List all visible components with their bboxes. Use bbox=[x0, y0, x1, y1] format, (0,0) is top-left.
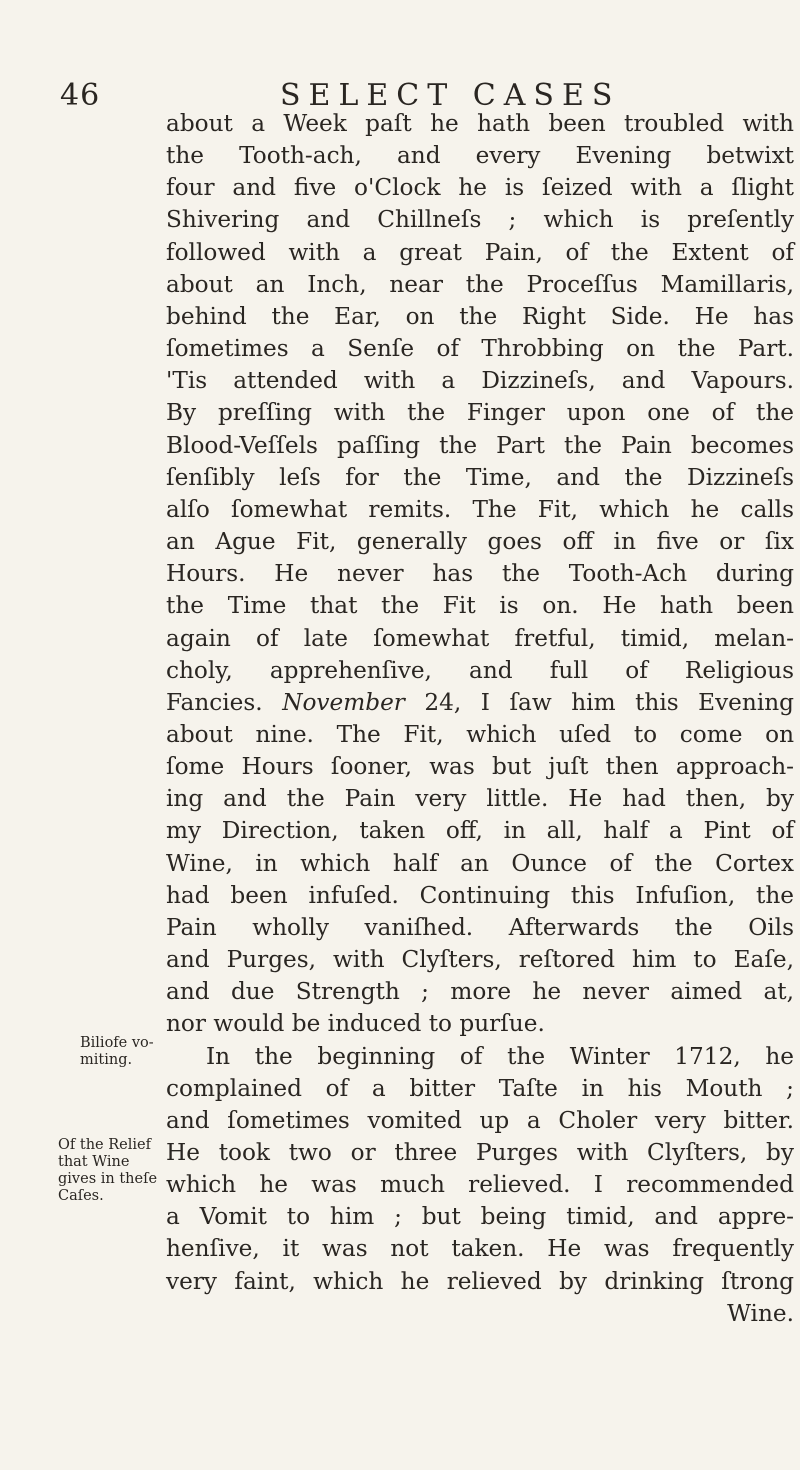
text-line: ſenſibly leſs for the Time, and the Dizzineſs bbox=[166, 463, 794, 491]
text-line: ſome Hours ſooner, was but juſt then approach- bbox=[166, 753, 794, 781]
text-line: complained of a bitter Taſte in his Mouth ; bbox=[166, 1074, 794, 1102]
text-line: ing and the Pain very little. He had then, by bbox=[166, 785, 794, 813]
text-line: about an Inch, near the Proceſſus Mamillaris, bbox=[166, 270, 794, 298]
text-line: very faint, which he relieved by drinking ſtrong bbox=[166, 1267, 794, 1295]
text-line: an Ague Fit, generally goes off in five or ſix bbox=[166, 528, 794, 556]
text-line: henſive, it was not taken. He was frequently bbox=[166, 1235, 794, 1263]
text-line: alſo ſomewhat remits. The Fit, which he calls bbox=[166, 495, 794, 523]
text-line: Wine, in which half an Ounce of the Cortex bbox=[166, 849, 794, 877]
text-line: had been infuſed. Continuing this Infuſion, the bbox=[166, 881, 794, 909]
margin-note-line: Biliofe vo- bbox=[80, 1035, 154, 1051]
text-line: the Tooth-ach, and every Evening betwixt bbox=[166, 142, 794, 170]
margin-note-line: Caſes. bbox=[58, 1188, 104, 1204]
text-line: four and five o'Clock he is ſeized with a ſlight bbox=[166, 174, 794, 202]
running-head: SELECT CASES bbox=[280, 78, 621, 113]
text-line: about nine. The Fit, which uſed to come on bbox=[166, 720, 794, 748]
margin-note-line: Of the Relief bbox=[58, 1137, 151, 1153]
text-line: He took two or three Purges with Clyſters, by bbox=[166, 1139, 794, 1166]
text-line: and ſometimes vomited up a Choler very bitter. bbox=[166, 1106, 794, 1134]
text-line: Pain wholly vaniſhed. Afterwards the Oils bbox=[166, 913, 794, 941]
text-line: and Purges, with Clyſters, reſtored him to Eaſe, bbox=[166, 946, 794, 974]
text-line: nor would be induced to purſue. bbox=[166, 1010, 545, 1038]
text-line: By preſſing with the Finger upon one of the bbox=[166, 399, 794, 427]
text-line: a Vomit to him ; but being timid, and appre- bbox=[166, 1203, 794, 1231]
text-line: ſometimes a Senſe of Throbbing on the Part. bbox=[166, 335, 794, 363]
text-fragment: Fancies. bbox=[166, 688, 263, 716]
text-line: about a Week paſt he hath been troubled with bbox=[166, 110, 794, 137]
text-line: Shivering and Chillneſs ; which is preſently bbox=[166, 206, 794, 234]
page-number: 46 bbox=[60, 78, 101, 113]
text-line: 'Tis attended with a Dizzineſs, and Vapours. bbox=[166, 367, 794, 395]
text-line: behind the Ear, on the Right Side. He has bbox=[166, 302, 794, 330]
margin-note-line: that Wine bbox=[58, 1154, 130, 1170]
margin-note-line: gives in theſe bbox=[58, 1171, 158, 1187]
margin-note-bilious-vomiting bbox=[80, 1035, 154, 1069]
text-line: choly, apprehenſive, and full of Religious bbox=[166, 656, 794, 684]
text-fragment: 24, I ſaw him this Evening bbox=[424, 688, 795, 716]
text-line: In the beginning of the Winter 1712, he bbox=[206, 1042, 794, 1070]
text-line: and due Strength ; more he never aimed at, bbox=[166, 978, 794, 1006]
text-line: Wine. bbox=[727, 1299, 794, 1327]
date-word: November bbox=[282, 688, 405, 716]
text-line: Blood-Veſſels paſſing the Part the Pain becomes bbox=[166, 431, 794, 459]
margin-note-line: miting. bbox=[80, 1052, 133, 1068]
text-line: again of late ſomewhat fretful, timid, melan- bbox=[166, 624, 794, 652]
margin-note-wine-relief bbox=[58, 1137, 157, 1205]
body-text bbox=[166, 108, 794, 1330]
text-line: Hours. He never has the Tooth-Ach during bbox=[166, 560, 794, 588]
text-line: my Direction, taken off, in all, half a Pint of bbox=[166, 817, 794, 845]
text-line-with-date bbox=[166, 687, 794, 719]
text-line: followed with a great Pain, of the Extent of bbox=[166, 238, 794, 266]
text-line: the Time that the Fit is on. He hath been bbox=[166, 592, 794, 620]
text-line: which he was much relieved. I recommended bbox=[166, 1171, 794, 1199]
